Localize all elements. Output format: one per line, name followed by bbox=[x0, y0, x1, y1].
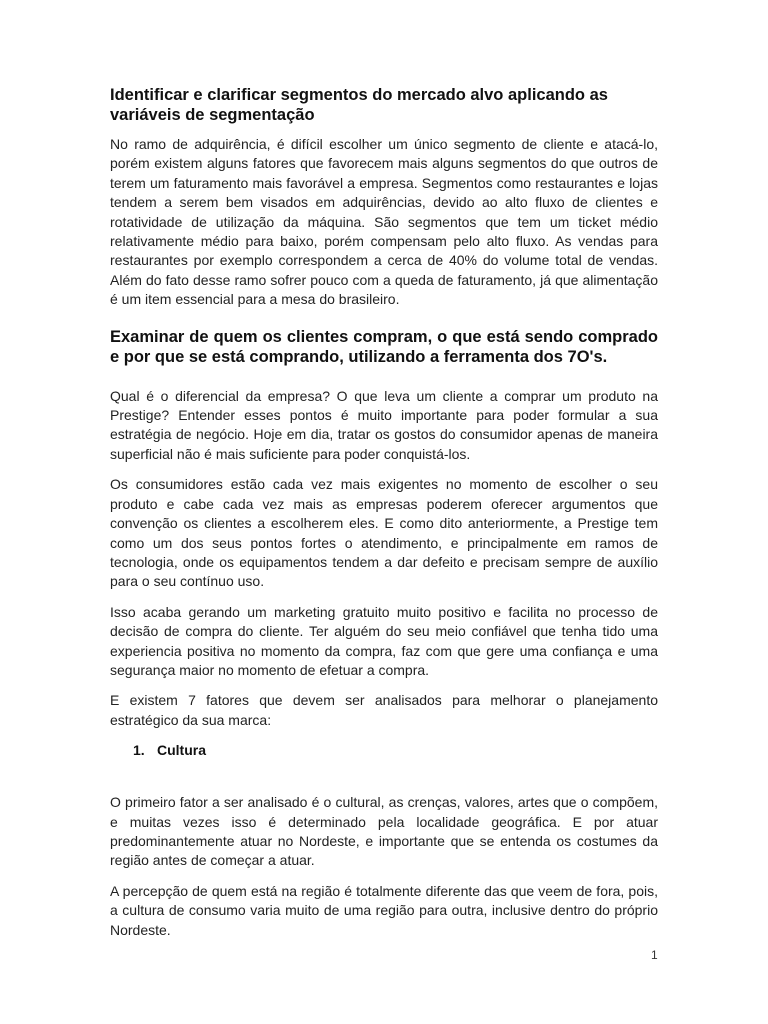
page-number: 1 bbox=[651, 948, 658, 962]
section-heading-7os: Examinar de quem os clientes compram, o que está sendo comprado e por que se está comprando, utilizando a ferramenta dos 7O's. bbox=[110, 327, 658, 366]
section-heading-segmentacao: Identificar e clarificar segmentos do mercado alvo aplicando as variáveis de segmentação bbox=[110, 86, 608, 124]
list-item bbox=[110, 741, 658, 760]
paragraph-marketing: Isso acaba gerando um marketing gratuito muito positivo e facilita no processo de decisão de compra do cliente. Ter alguém do seu meio confiável que tenha tido uma experiencia positiva no momento da compra, faz com que gere uma confiança e uma segurança maior no momento de efetuar a compra. bbox=[110, 603, 658, 678]
page-content bbox=[110, 85, 658, 951]
factor-list bbox=[110, 741, 658, 760]
paragraph-percepcao: A percepção de quem está na região é totalmente diferente das que veem de fora, pois, a cultura de consumo varia muito de uma região para outra, inclusive dentro do próprio Nordeste. bbox=[110, 882, 658, 938]
paragraph-cultural: O primeiro fator a ser analisado é o cultural, as crenças, valores, artes que o compõem, e muitas vezes isso é determinado pela localidade geográfica. E por atuar predominantemente atuar no Nordeste, e importante que se entenda os costumes da região antes de começar a atuar. bbox=[110, 794, 658, 869]
paragraph-consumidores: Os consumidores estão cada vez mais exigentes no momento de escolher o seu produto e cabe cada vez mais as empresas poderem oferecer argumentos que convenção os clientes a escolherem eles. E como dito anteriormente, a Prestige tem como um dos seus pontos fortes o atendimento, e principalmente em ramos de tecnologia, onde os equipamentos tendem a dar defeito e precisam sempre de auxílio para o seu contínuo uso. bbox=[110, 476, 658, 590]
paragraph-diferencial: Qual é o diferencial da empresa? O que leva um cliente a comprar um produto na Prestige? Entender esses pontos é muito importante para poder formular a sua estratégia de negócio. Hoje em dia, tratar os gostos do consumidor apenas de maneira superficial não é mais suficiente para poder conquistá-los. bbox=[110, 387, 658, 462]
paragraph-adquirencia: No ramo de adquirência, é difícil escolher um único segmento de cliente e atacá-lo, porém existem alguns fatores que favorecem mais alguns segmentos do que outros de terem um faturamento mais favorável a empresa. Segmentos como restaurantes e lojas tendem a serem bem visados em adquirências, devido ao alto fluxo de clientes e rotatividade de utilização da máquina. São segmentos que tem um ticket médio relativamente médio para baixo, porém compensam pelo alto fluxo. As vendas para restaurantes por exemplo correspondem a cerca de 40% do volume total de vendas. Além do fato desse ramo sofrer pouco com a queda de faturamento, já que alimentação é um item essencial para a mesa do brasileiro. bbox=[110, 136, 658, 308]
list-item-label: Cultura bbox=[157, 742, 206, 759]
list-item-number: 1. bbox=[133, 742, 145, 759]
paragraph-fatores: E existem 7 fatores que devem ser analisados para melhorar o planejamento estratégico da sua marca: bbox=[110, 692, 658, 728]
